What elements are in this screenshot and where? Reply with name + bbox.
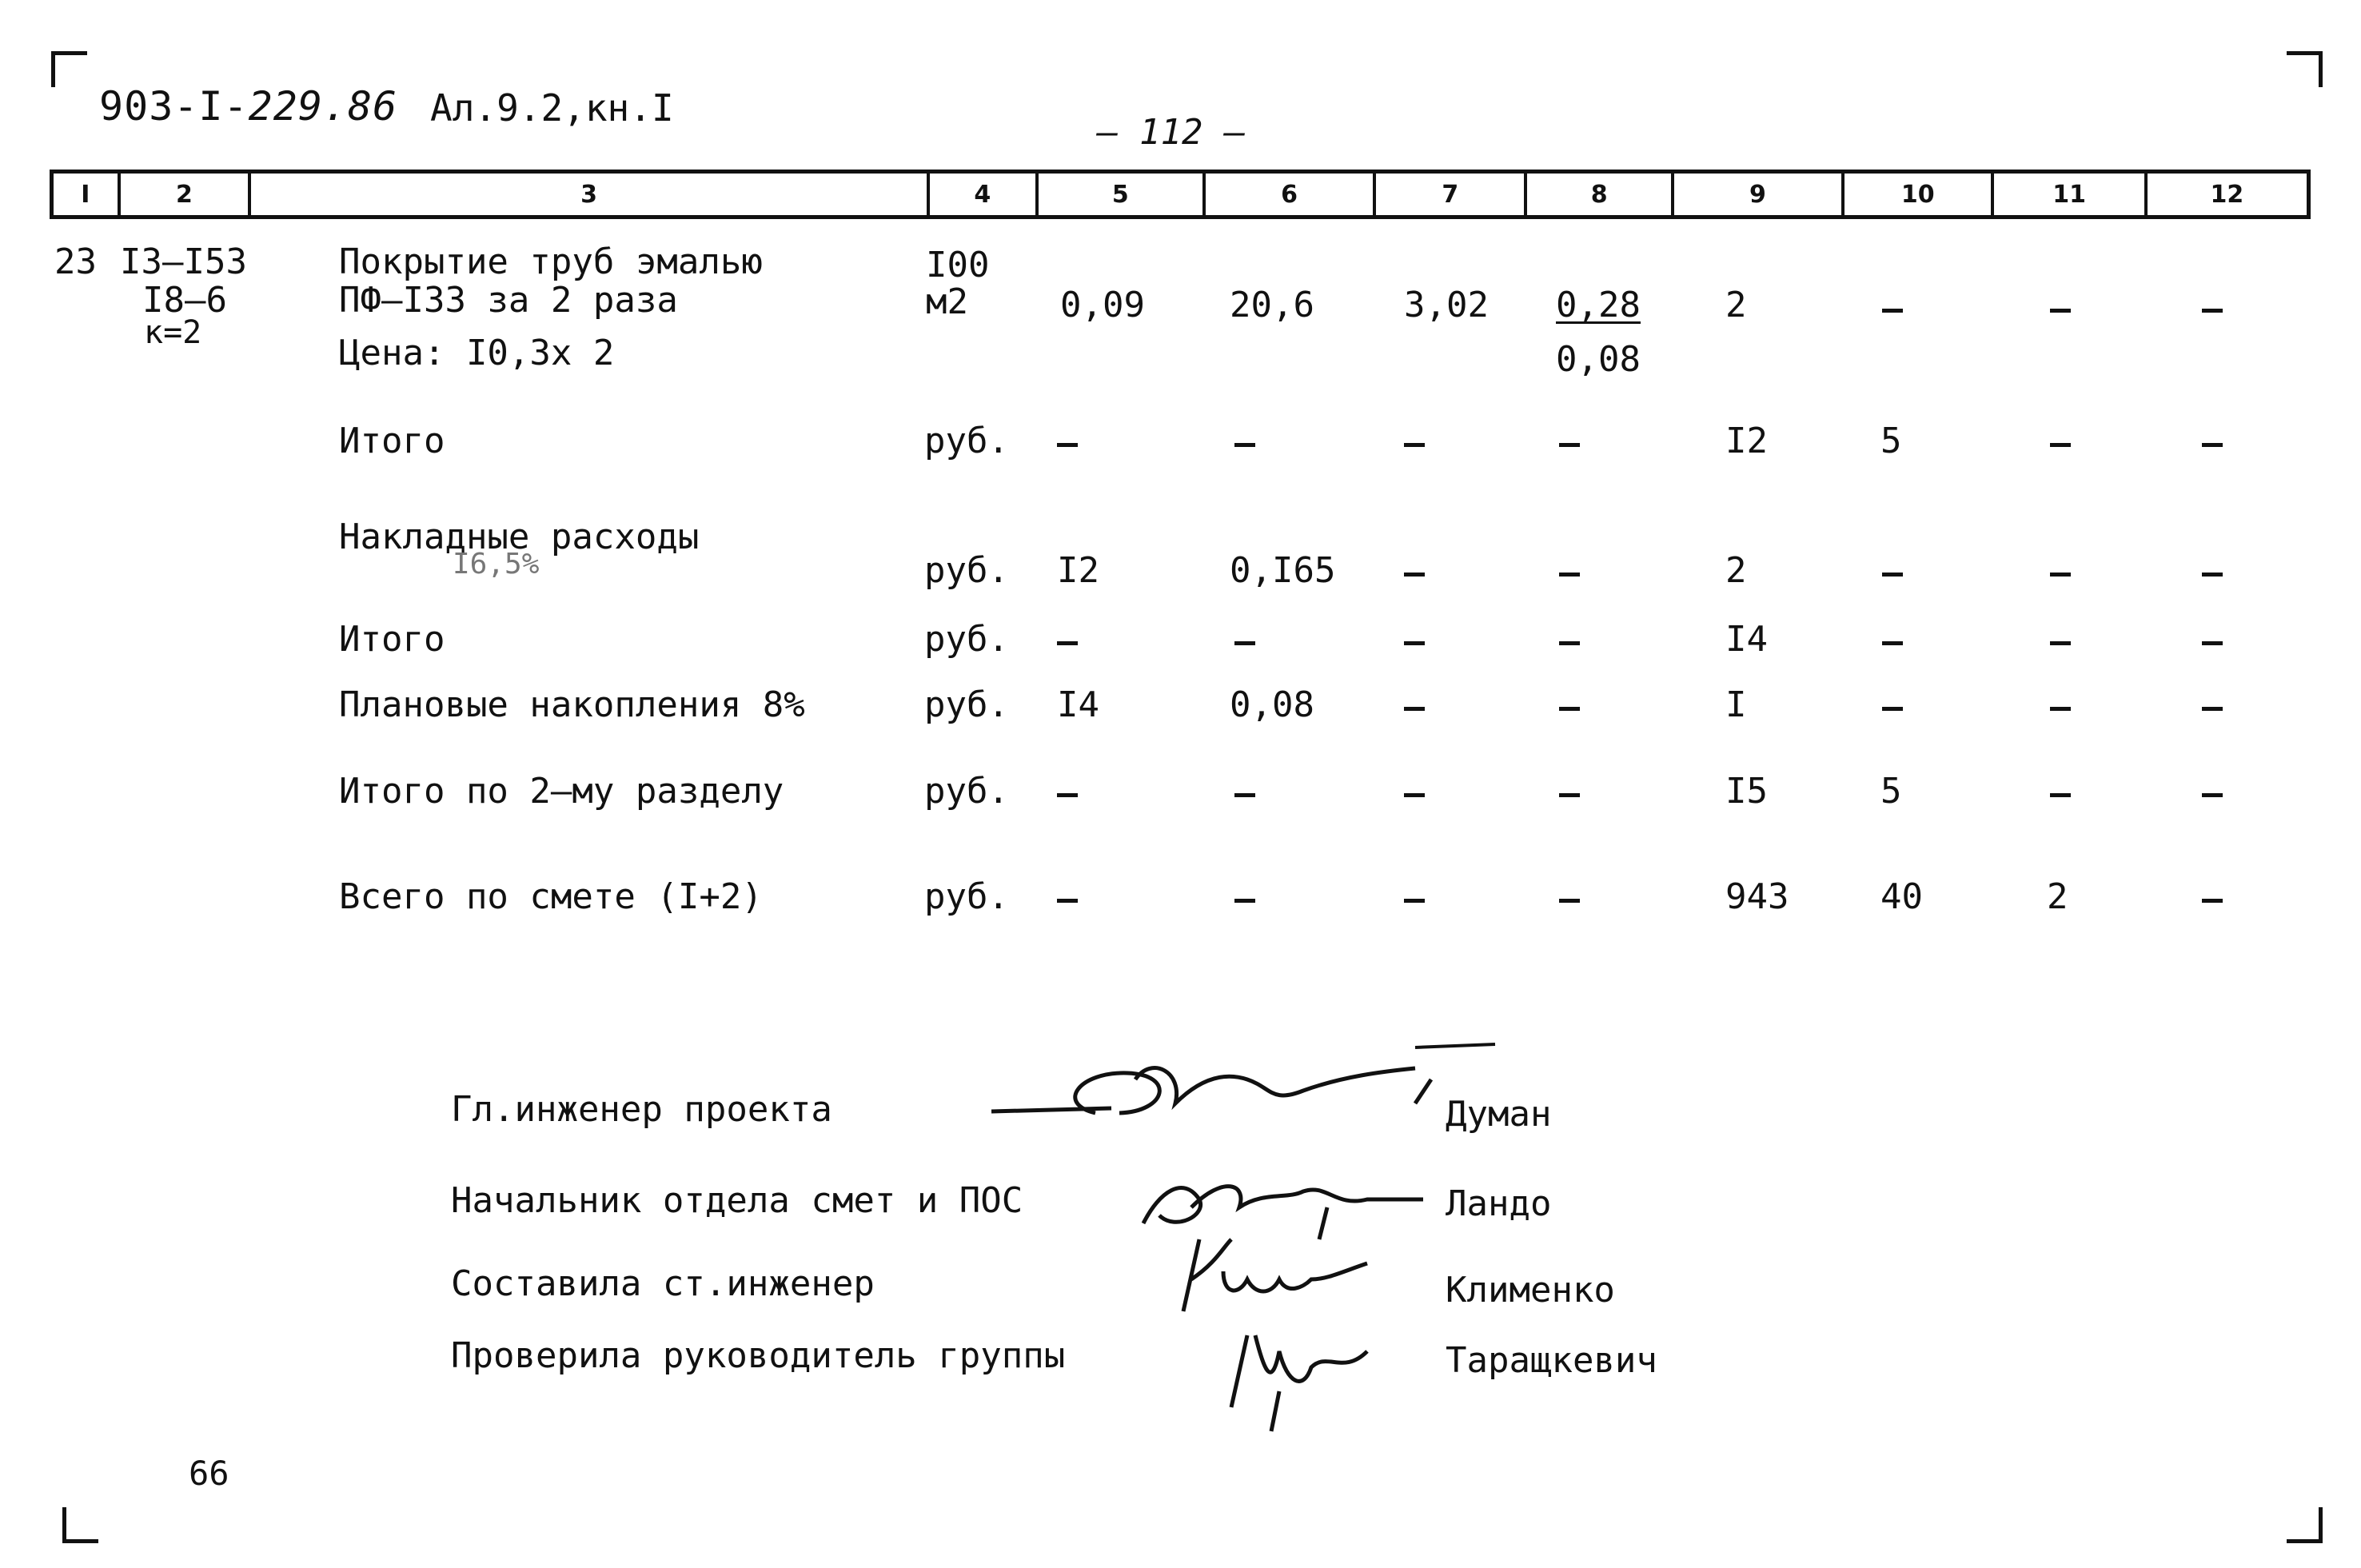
column-header-6: 6 bbox=[1206, 174, 1376, 215]
footer-mark: 66 bbox=[189, 1454, 229, 1493]
dash bbox=[1882, 309, 1903, 313]
dash bbox=[2202, 793, 2223, 797]
row-cell-c10: 40 bbox=[1880, 876, 1923, 917]
row-cell-c11: 2 bbox=[2047, 876, 2068, 917]
dash bbox=[2202, 707, 2223, 711]
row-unit: руб. bbox=[924, 619, 1009, 660]
column-header-10: 10 bbox=[1845, 174, 1994, 215]
signature-role: Составила ст.инженер bbox=[451, 1263, 875, 1304]
dash bbox=[2050, 793, 2071, 797]
column-header-row bbox=[50, 170, 2311, 219]
dash bbox=[2050, 707, 2071, 711]
row-cell-c5: I4 bbox=[1057, 684, 1099, 725]
dash bbox=[2202, 443, 2223, 447]
row-unit: руб. bbox=[924, 550, 1009, 591]
corner-mark-bottom-right bbox=[2287, 1507, 2323, 1543]
row-unit: руб. bbox=[924, 876, 1009, 917]
dash bbox=[1559, 899, 1580, 903]
row-unit: руб. bbox=[924, 421, 1009, 461]
corner-mark-top-left bbox=[51, 51, 87, 87]
item-col9: 2 bbox=[1725, 285, 1747, 325]
dash bbox=[1559, 793, 1580, 797]
column-header-9: 9 bbox=[1674, 174, 1845, 215]
dash bbox=[1057, 443, 1078, 447]
dash bbox=[1404, 443, 1425, 447]
column-header-1: I bbox=[54, 174, 121, 215]
dash bbox=[1559, 573, 1580, 577]
signature-mark-chief-engineer bbox=[983, 1023, 1511, 1143]
signature-role: Проверила руководитель группы bbox=[451, 1335, 1066, 1376]
row-sublabel: I6,5% bbox=[453, 548, 540, 581]
column-header-4: 4 bbox=[930, 174, 1039, 215]
item-col8-sub: 0,08 bbox=[1556, 339, 1641, 380]
row-cell-c5: I2 bbox=[1057, 550, 1099, 591]
signature-mark-checker bbox=[1223, 1319, 1383, 1439]
dash bbox=[2202, 899, 2223, 903]
row-cell-c10: 5 bbox=[1880, 771, 1902, 812]
row-cell-c9: I5 bbox=[1725, 771, 1768, 812]
dash bbox=[1559, 707, 1580, 711]
dash bbox=[1234, 443, 1255, 447]
dash bbox=[1882, 707, 1903, 711]
dash bbox=[2050, 641, 2071, 645]
column-header-7: 7 bbox=[1376, 174, 1527, 215]
dash bbox=[1404, 707, 1425, 711]
row-cell-c6: 0,I65 bbox=[1230, 550, 1336, 591]
dash bbox=[1057, 793, 1078, 797]
signature-name: Клименко bbox=[1446, 1270, 1615, 1311]
corner-mark-bottom-left bbox=[62, 1507, 98, 1543]
row-label: Итого по 2–му разделу bbox=[339, 771, 784, 812]
row-cell-c9: I2 bbox=[1725, 421, 1768, 461]
corner-mark-top-right bbox=[2287, 51, 2323, 87]
row-label: Итого bbox=[339, 619, 445, 660]
item-col5: 0,09 bbox=[1060, 285, 1145, 325]
column-header-5: 5 bbox=[1039, 174, 1206, 215]
signature-mark-compiler bbox=[1175, 1231, 1383, 1319]
row-unit: руб. bbox=[924, 771, 1009, 812]
dash bbox=[1234, 641, 1255, 645]
dash bbox=[2050, 309, 2071, 313]
row-label: Плановые накопления 8% bbox=[339, 684, 805, 725]
column-header-11: 11 bbox=[1994, 174, 2147, 215]
dash bbox=[1234, 899, 1255, 903]
row-label: Накладные расходы bbox=[339, 517, 700, 557]
dash bbox=[1882, 573, 1903, 577]
row-cell-c9: I bbox=[1725, 684, 1747, 725]
item-number: 23 bbox=[54, 241, 97, 282]
row-cell-c9: 943 bbox=[1725, 876, 1789, 917]
page-number: — 112 — bbox=[1097, 112, 1246, 153]
dash bbox=[1404, 899, 1425, 903]
signature-name: Ландо bbox=[1446, 1183, 1552, 1224]
dash bbox=[1559, 443, 1580, 447]
column-header-12: 12 bbox=[2210, 180, 2244, 209]
dash bbox=[1559, 641, 1580, 645]
dash bbox=[1882, 641, 1903, 645]
dash bbox=[2050, 443, 2071, 447]
document-code: 903-I-229.86 bbox=[99, 83, 398, 130]
item-col7: 3,02 bbox=[1404, 285, 1489, 325]
signature-role: Начальник отдела смет и ПОС bbox=[451, 1180, 1023, 1221]
dash bbox=[1404, 573, 1425, 577]
dash bbox=[1057, 641, 1078, 645]
item-coefficient: к=2 bbox=[144, 314, 202, 351]
item-price: Цена: I0,3х 2 bbox=[339, 333, 615, 373]
dash bbox=[2050, 573, 2071, 577]
item-unit: м2 bbox=[926, 281, 968, 322]
column-header-2: 2 bbox=[121, 174, 251, 215]
column-header-3: 3 bbox=[251, 174, 930, 215]
item-description-line-2: ПФ–I33 за 2 раза bbox=[339, 280, 678, 321]
dash bbox=[2202, 309, 2223, 313]
dash bbox=[2202, 641, 2223, 645]
album-reference: Ал.9.2,кн.I bbox=[430, 86, 674, 130]
row-cell-c9: 2 bbox=[1725, 550, 1747, 591]
signature-role: Гл.инженер проекта bbox=[451, 1089, 832, 1130]
dash bbox=[2202, 573, 2223, 577]
item-col8: 0,28 bbox=[1556, 285, 1641, 325]
column-header-8: 8 bbox=[1527, 174, 1673, 215]
signature-name: Таращкевич bbox=[1446, 1340, 1657, 1381]
dash bbox=[1057, 899, 1078, 903]
dash bbox=[1234, 793, 1255, 797]
dash bbox=[1404, 641, 1425, 645]
row-cell-c10: 5 bbox=[1880, 421, 1902, 461]
row-cell-c6: 0,08 bbox=[1230, 684, 1314, 725]
row-unit: руб. bbox=[924, 684, 1009, 725]
dash bbox=[1404, 793, 1425, 797]
signature-name: Думан bbox=[1446, 1094, 1552, 1135]
row-cell-c9: I4 bbox=[1725, 619, 1768, 660]
row-label: Всего по смете (I+2) bbox=[339, 876, 763, 917]
item-unit-qty: I00 bbox=[926, 245, 990, 285]
item-description-line-1: Покрытие труб эмалью bbox=[339, 241, 763, 282]
item-subcode: I8–6 bbox=[142, 280, 227, 321]
item-code: I3–I53 bbox=[120, 241, 247, 282]
row-label: Итого bbox=[339, 421, 445, 461]
item-col6: 20,6 bbox=[1230, 285, 1314, 325]
